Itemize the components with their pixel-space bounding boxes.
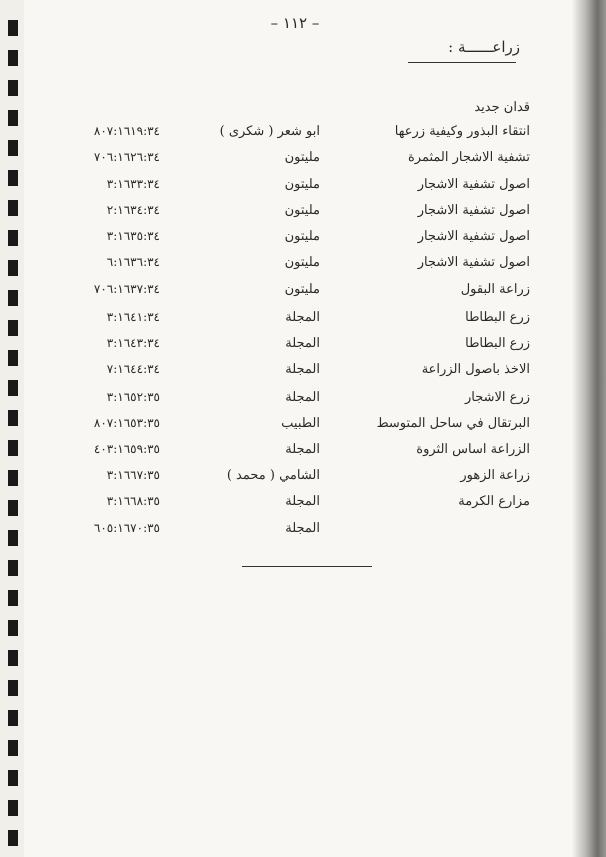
entry-author: المجلة bbox=[285, 336, 320, 351]
entry-author: المجلة bbox=[285, 390, 320, 405]
entry-author: مليتون bbox=[284, 255, 320, 270]
binding-hole bbox=[8, 80, 18, 96]
entry-author: المجلة bbox=[285, 362, 320, 377]
catalog-row bbox=[0, 336, 606, 360]
binding-hole bbox=[8, 560, 18, 576]
entry-author: ابو شعر ( شكرى ) bbox=[219, 124, 320, 139]
entry-author: المجلة bbox=[285, 310, 320, 325]
entry-author: الطبيب bbox=[281, 416, 320, 431]
entry-title: زراعة الزهور bbox=[460, 468, 530, 483]
entry-shelf-number: ٣:١٦٤١:٣٤ bbox=[106, 310, 160, 324]
catalog-row bbox=[0, 442, 606, 466]
section-title-underline bbox=[408, 62, 516, 63]
entry-shelf-number: ٣:١٦٦٧:٣٥ bbox=[106, 468, 160, 482]
binding-hole bbox=[8, 650, 18, 666]
entry-title: زرع البطاطا bbox=[465, 336, 530, 351]
catalog-row bbox=[0, 310, 606, 334]
binding-hole bbox=[8, 770, 18, 786]
catalog-row bbox=[0, 494, 606, 518]
entry-shelf-number: ٧٠٦:١٦٣٧:٣٤ bbox=[93, 282, 160, 296]
entry-shelf-number: ٣:١٦٣٥:٣٤ bbox=[106, 229, 160, 243]
entry-author: المجلة bbox=[285, 494, 320, 509]
entry-title: اصول تشفية الاشجار bbox=[417, 177, 530, 192]
page-number: – ١١٢ – bbox=[270, 14, 320, 32]
entry-title: مزارع الكرمة bbox=[458, 494, 530, 509]
entry-title: اصول تشفية الاشجار bbox=[417, 203, 530, 218]
entry-author: الشامي ( محمد ) bbox=[226, 468, 320, 483]
entry-title: البرتقال في ساحل المتوسط bbox=[376, 416, 530, 431]
entry-title: قدان جديد bbox=[474, 100, 530, 115]
binding-hole bbox=[8, 20, 18, 36]
entry-author: المجلة bbox=[285, 521, 320, 536]
catalog-row bbox=[0, 390, 606, 414]
entry-shelf-number: ٣:١٦٣٣:٣٤ bbox=[106, 177, 160, 191]
entry-shelf-number: ٣:١٦٥٢:٣٥ bbox=[106, 390, 160, 404]
catalog-row bbox=[0, 416, 606, 440]
binding-hole bbox=[8, 740, 18, 756]
catalog-row bbox=[0, 282, 606, 306]
entry-title: تشفية الاشجار المثمرة bbox=[407, 150, 530, 165]
catalog-row bbox=[0, 255, 606, 279]
entry-shelf-number: ٤٠٣:١٦٥٩:٣٥ bbox=[93, 442, 160, 456]
entry-shelf-number: ٦٠٥:١٦٧٠:٣٥ bbox=[93, 521, 160, 535]
binding-hole bbox=[8, 680, 18, 696]
entry-shelf-number: ٧:١٦٤٤:٣٤ bbox=[106, 362, 160, 376]
entry-title: زرع الاشجار bbox=[465, 390, 530, 405]
catalog-row bbox=[0, 521, 606, 545]
entry-title: الزراعة اساس الثروة bbox=[416, 442, 530, 457]
binding-hole bbox=[8, 590, 18, 606]
entry-author: مليتون bbox=[284, 203, 320, 218]
catalog-row bbox=[0, 100, 606, 124]
binding-hole bbox=[8, 50, 18, 66]
catalog-row bbox=[0, 150, 606, 174]
end-divider bbox=[242, 566, 372, 567]
entry-title: زرع البطاطا bbox=[465, 310, 530, 325]
entry-shelf-number: ٧٠٦:١٦٢٦:٣٤ bbox=[93, 150, 160, 164]
section-title: زراعــــــة : bbox=[448, 38, 520, 56]
binding-hole bbox=[8, 830, 18, 846]
entry-title: اصول تشفية الاشجار bbox=[417, 255, 530, 270]
catalog-row bbox=[0, 229, 606, 253]
binding-hole bbox=[8, 710, 18, 726]
catalog-row bbox=[0, 177, 606, 201]
catalog-row bbox=[0, 203, 606, 227]
entry-shelf-number: ٨٠٧:١٦١٩:٣٤ bbox=[93, 124, 160, 138]
entry-title: الاخذ باصول الزراعة bbox=[421, 362, 530, 377]
entry-author: مليتون bbox=[284, 177, 320, 192]
entry-shelf-number: ٣:١٦٤٣:٣٤ bbox=[106, 336, 160, 350]
entry-author: مليتون bbox=[284, 150, 320, 165]
entry-author: المجلة bbox=[285, 442, 320, 457]
binding-hole bbox=[8, 620, 18, 636]
entry-shelf-number: ٨٠٧:١٦٥٣:٣٥ bbox=[93, 416, 160, 430]
entry-author: مليتون bbox=[284, 282, 320, 297]
entry-shelf-number: ٢:١٦٣٤:٣٤ bbox=[106, 203, 160, 217]
catalog-row bbox=[0, 362, 606, 386]
entry-shelf-number: ٣:١٦٦٨:٣٥ bbox=[106, 494, 160, 508]
catalog-row bbox=[0, 468, 606, 492]
entry-title: زراعة البقول bbox=[460, 282, 530, 297]
entry-author: مليتون bbox=[284, 229, 320, 244]
entry-title: انتقاء البذور وكيفية زرعها bbox=[394, 124, 530, 139]
entry-shelf-number: ٦:١٦٣٦:٣٤ bbox=[106, 255, 160, 269]
entry-title: اصول تشفية الاشجار bbox=[417, 229, 530, 244]
catalog-row bbox=[0, 124, 606, 148]
binding-hole bbox=[8, 800, 18, 816]
